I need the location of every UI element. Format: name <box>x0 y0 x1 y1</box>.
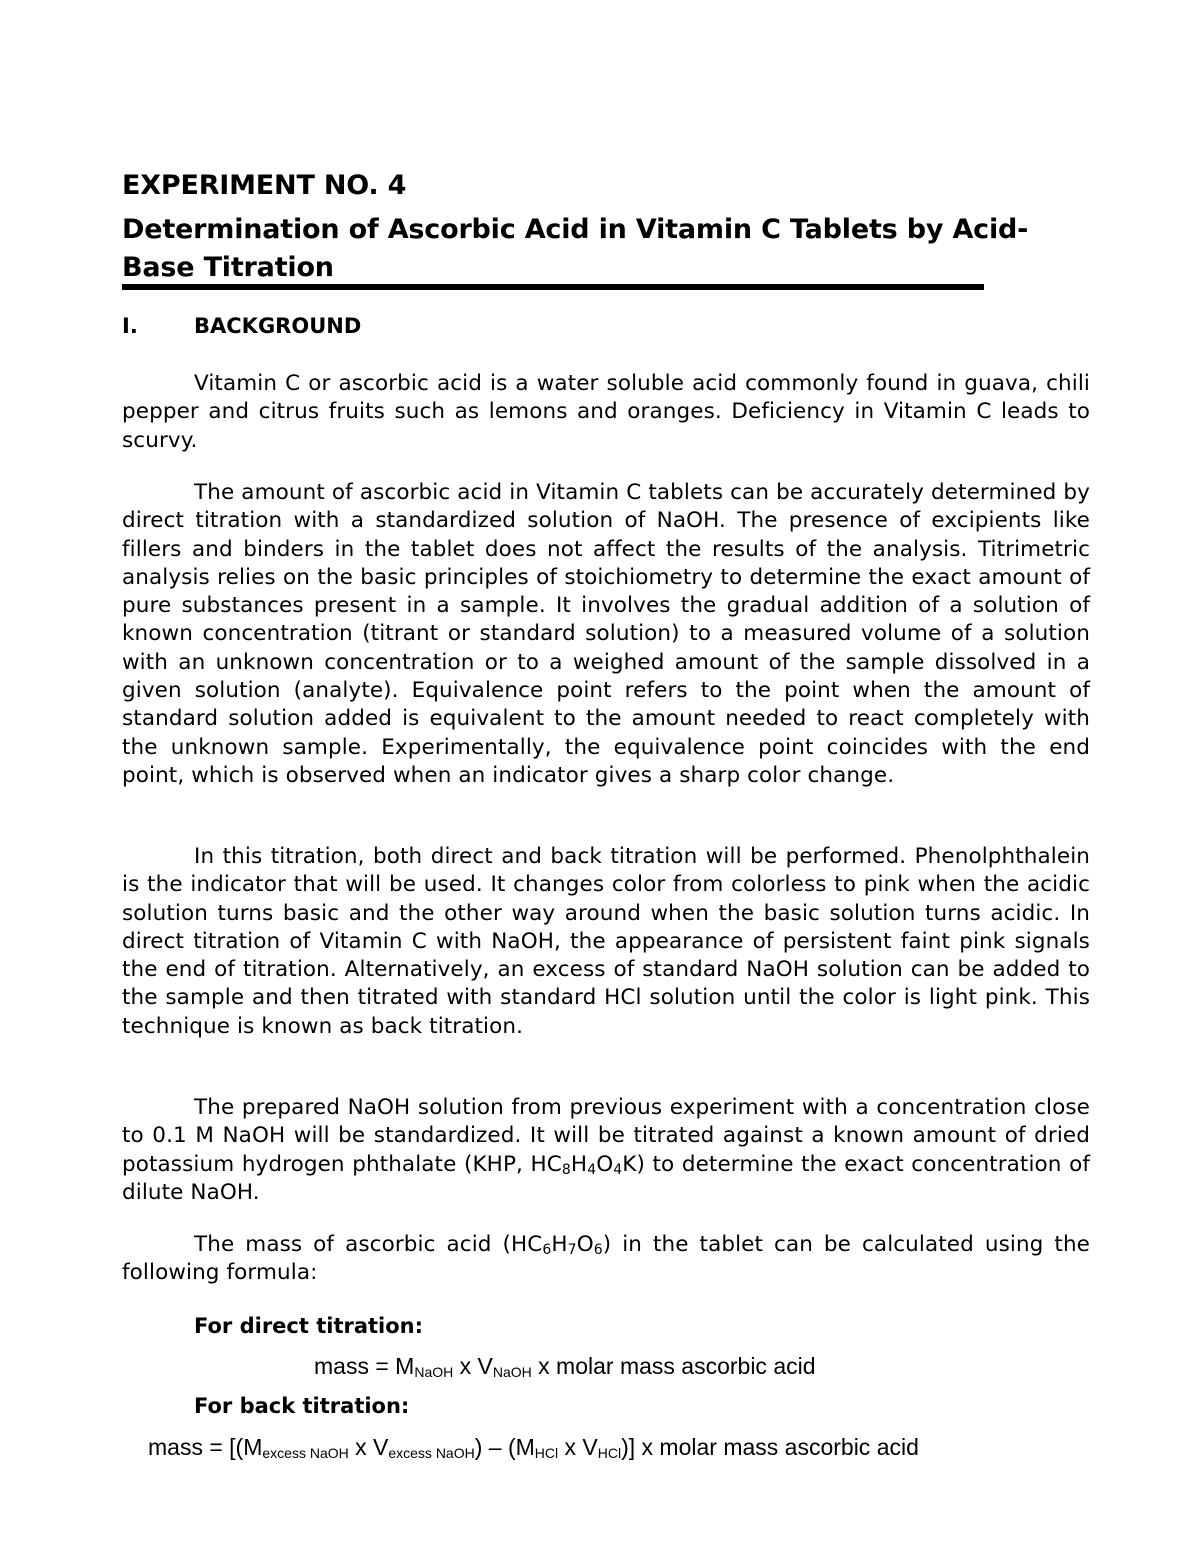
direct-formula-sub: NaOH <box>414 1364 454 1380</box>
p4-text-a: The prepared NaOH solution from previous experiment with a concentration close to 0.1 M NaOH will be standardized. It will be titrated against a known amount of dried potassium hydrogen phthalate (KHP, HC <box>122 1095 1090 1177</box>
p5-text-a: The mass of ascorbic acid (HC <box>194 1232 543 1257</box>
back-formula-sub: HCl <box>597 1445 622 1461</box>
direct-formula-part: x molar mass ascorbic acid <box>531 1353 816 1379</box>
back-formula-sub: excess NaOH <box>262 1445 349 1461</box>
section-number: I. <box>122 314 138 338</box>
back-formula-part: x V <box>558 1434 598 1460</box>
p5-text-h: H <box>551 1232 568 1257</box>
direct-titration-heading: For direct titration: <box>194 1314 424 1338</box>
experiment-title: Determination of Ascorbic Acid in Vitamin C Tablets by Acid-Base Titration <box>122 214 1029 283</box>
paragraph-standardization <box>122 1094 1090 1207</box>
back-formula-sub: HCl <box>534 1445 559 1461</box>
experiment-number-heading: EXPERIMENT NO. 4 <box>122 170 407 201</box>
p5-sub-3: 6 <box>593 1242 603 1258</box>
back-formula-sub: excess NaOH <box>388 1445 475 1461</box>
back-titration-heading: For back titration: <box>194 1394 410 1418</box>
p4-sub-1: 8 <box>561 1161 571 1178</box>
p5-sub-2: 7 <box>567 1242 577 1258</box>
p4-text-o: O <box>596 1151 614 1177</box>
back-formula-part: )] x molar mass ascorbic acid <box>621 1434 919 1460</box>
paragraph-vitamin-c: Vitamin C or ascorbic acid is a water soluble acid commonly found in guava, chili pepper and citrus fruits such as lemons and oranges. Deficiency in Vitamin C leads to scurvy. <box>122 371 1090 453</box>
back-formula-part: mass = [(M <box>148 1434 263 1460</box>
section-title: BACKGROUND <box>194 314 362 338</box>
direct-titration-formula <box>314 1351 816 1381</box>
title-underline <box>122 284 984 290</box>
back-formula-part: ) – (M <box>474 1434 535 1460</box>
direct-formula-part: mass = M <box>314 1353 415 1379</box>
back-formula-part: x V <box>348 1434 389 1460</box>
p5-text-o: O <box>576 1232 594 1257</box>
p4-sub-2: 4 <box>587 1161 597 1178</box>
p4-text-h: H <box>570 1151 588 1177</box>
direct-formula-sub: NaOH <box>492 1364 532 1380</box>
paragraph-mass-formula-intro <box>122 1231 1090 1288</box>
paragraph-titration-method: The amount of ascorbic acid in Vitamin C tablets can be accurately determined by direct titration with a standardized solution of NaOH. The presence of excipients like fillers and binders in the tablet does not affect the results of the analysis. Titrimetric analysis relies on the basic principles of stoichiometry to determine the exact amount of pure substances present in a sample. It involves the gradual addition of a solution of known concentration (titrant or standard solution) to a measured volume of a solution with an unknown concentration or to a weighed amount of the sample dissolved in a given solution (analyte). Equivalence point refers to the point when the amount of standard solution added is equivalent to the amount needed to react completely with the unknown sample. Experimentally, the equivalence point coincides with the end point, which is observed when an indicator gives a sharp color change. <box>122 480 1090 788</box>
p4-sub-3: 4 <box>613 1161 623 1178</box>
back-titration-formula <box>148 1432 919 1462</box>
direct-formula-part: x V <box>453 1353 493 1379</box>
paragraph-indicator: In this titration, both direct and back titration will be performed. Phenolphthalein is the indicator that will be used. It changes color from colorless to pink when the acidic solution turns basic and the other way around when the basic solution turns acidic. In direct titration of Vitamin C with NaOH, the appearance of persistent faint pink signals the end of titration. Alternatively, an excess of standard NaOH solution can be added to the sample and then titrated with standard HCl solution until the color is light pink. This technique is known as back titration. <box>122 844 1090 1039</box>
p4-text-b: K) to determine the exact concentration of dilute NaOH. <box>122 1151 1090 1205</box>
section-heading <box>122 312 361 340</box>
p5-sub-1: 6 <box>542 1242 552 1258</box>
p5-text-b: ) in the tablet can be calculated using the following formula: <box>122 1232 1090 1286</box>
